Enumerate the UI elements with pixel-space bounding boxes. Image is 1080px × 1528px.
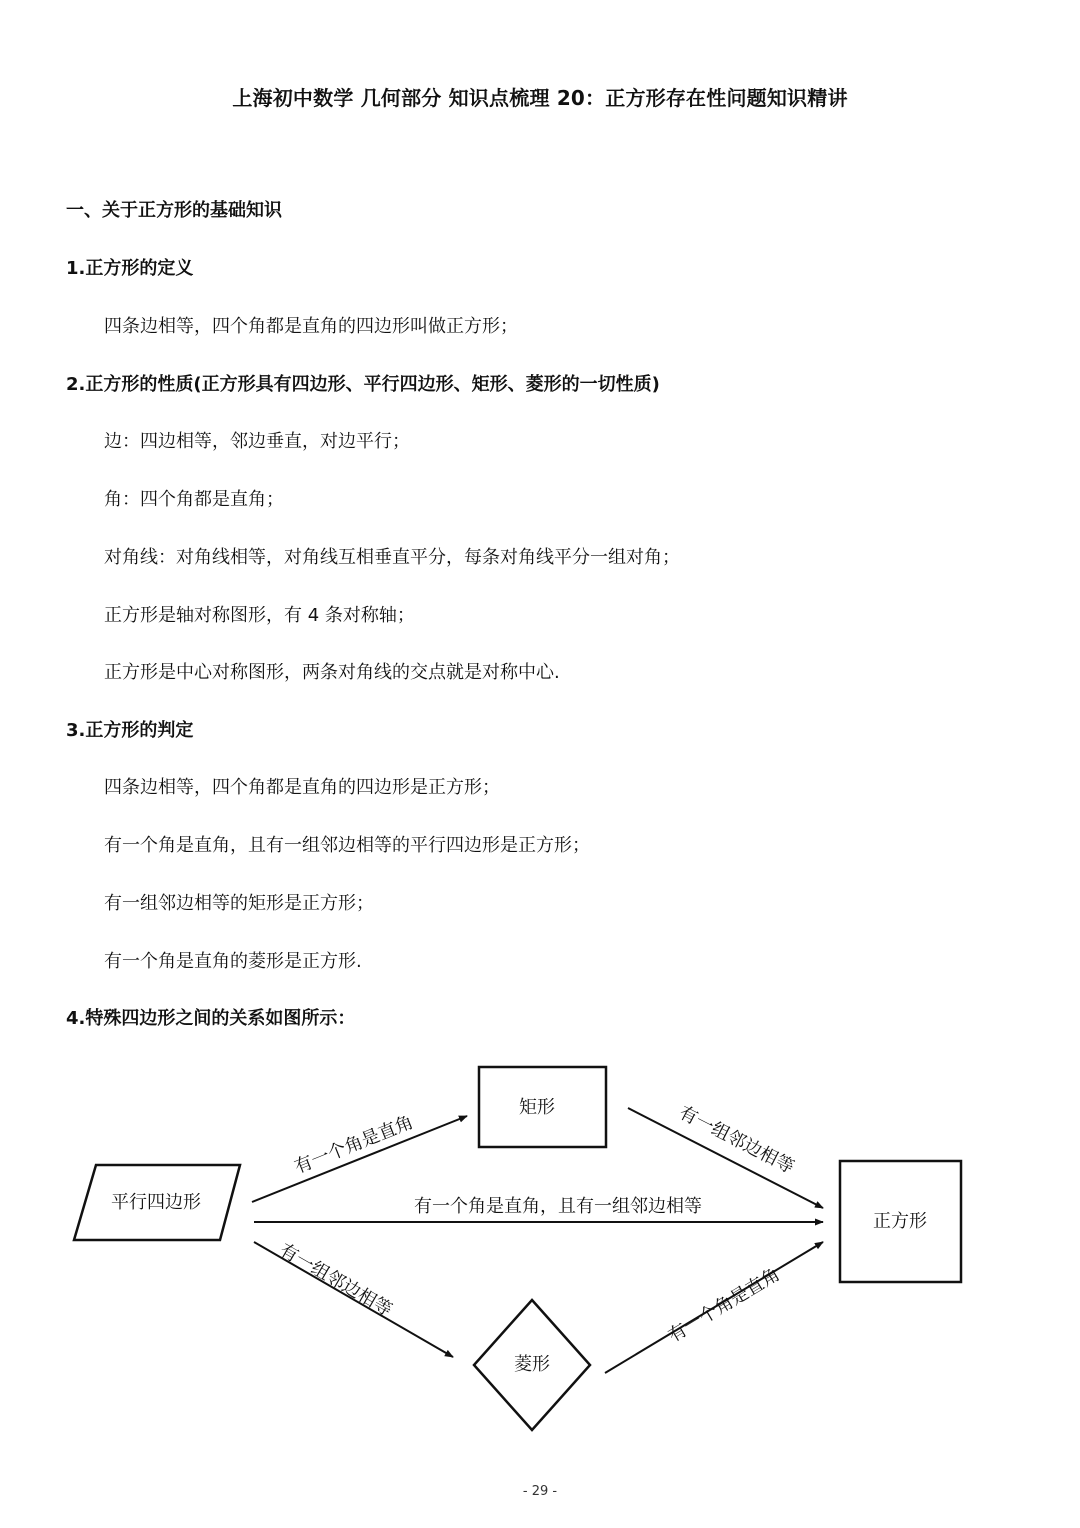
quadrilateral-relation-diagram xyxy=(0,1050,1080,1450)
criteria-line: 四条边相等，四个角都是直角的四边形是正方形； xyxy=(104,777,500,798)
parallelogram-label: 平行四边形 xyxy=(111,1192,201,1213)
rhombus-label: 菱形 xyxy=(514,1354,550,1375)
edge-label-rect-to-square: 有一组邻边相等 xyxy=(675,1102,798,1179)
edge-label-para-to-rect: 有一个角是直角 xyxy=(291,1111,417,1179)
section-heading: 一、关于正方形的基础知识 xyxy=(66,200,282,221)
square-label: 正方形 xyxy=(873,1211,927,1232)
edge-label-para-to-rhombus: 有一组邻边相等 xyxy=(275,1239,396,1321)
definition-line: 四条边相等，四个角都是直角的四边形叫做正方形； xyxy=(104,316,518,337)
page-title: 上海初中数学 几何部分 知识点梳理 20：正方形存在性问题知识精讲 xyxy=(232,86,848,110)
rectangle-label: 矩形 xyxy=(519,1097,555,1118)
edge-label-para-to-square: 有一个角是直角，且有一组邻边相等 xyxy=(414,1196,702,1217)
properties-heading: 2.正方形的性质(正方形具有四边形、平行四边形、矩形、菱形的一切性质) xyxy=(66,374,660,395)
relation-heading: 4.特殊四边形之间的关系如图所示： xyxy=(66,1008,356,1029)
arrow-para-to-rect xyxy=(252,1116,467,1202)
edge-label-rhombus-to-square: 有一个角是直角 xyxy=(664,1263,784,1347)
criteria-line: 有一个角是直角的菱形是正方形. xyxy=(104,951,362,972)
property-line: 正方形是轴对称图形，有 4 条对称轴； xyxy=(104,605,415,626)
property-line: 正方形是中心对称图形，两条对角线的交点就是对称中心. xyxy=(104,662,560,683)
property-line: 对角线：对角线相等，对角线互相垂直平分，每条对角线平分一组对角； xyxy=(104,547,680,568)
criteria-line: 有一个角是直角，且有一组邻边相等的平行四边形是正方形； xyxy=(104,835,590,856)
property-line: 角：四个角都是直角； xyxy=(104,489,284,510)
criteria-heading: 3.正方形的判定 xyxy=(66,720,194,741)
definition-heading: 1.正方形的定义 xyxy=(66,258,194,279)
property-line: 边：四边相等，邻边垂直，对边平行； xyxy=(104,431,410,452)
criteria-line: 有一组邻边相等的矩形是正方形； xyxy=(104,893,374,914)
page-number: - 29 - xyxy=(522,1484,558,1499)
